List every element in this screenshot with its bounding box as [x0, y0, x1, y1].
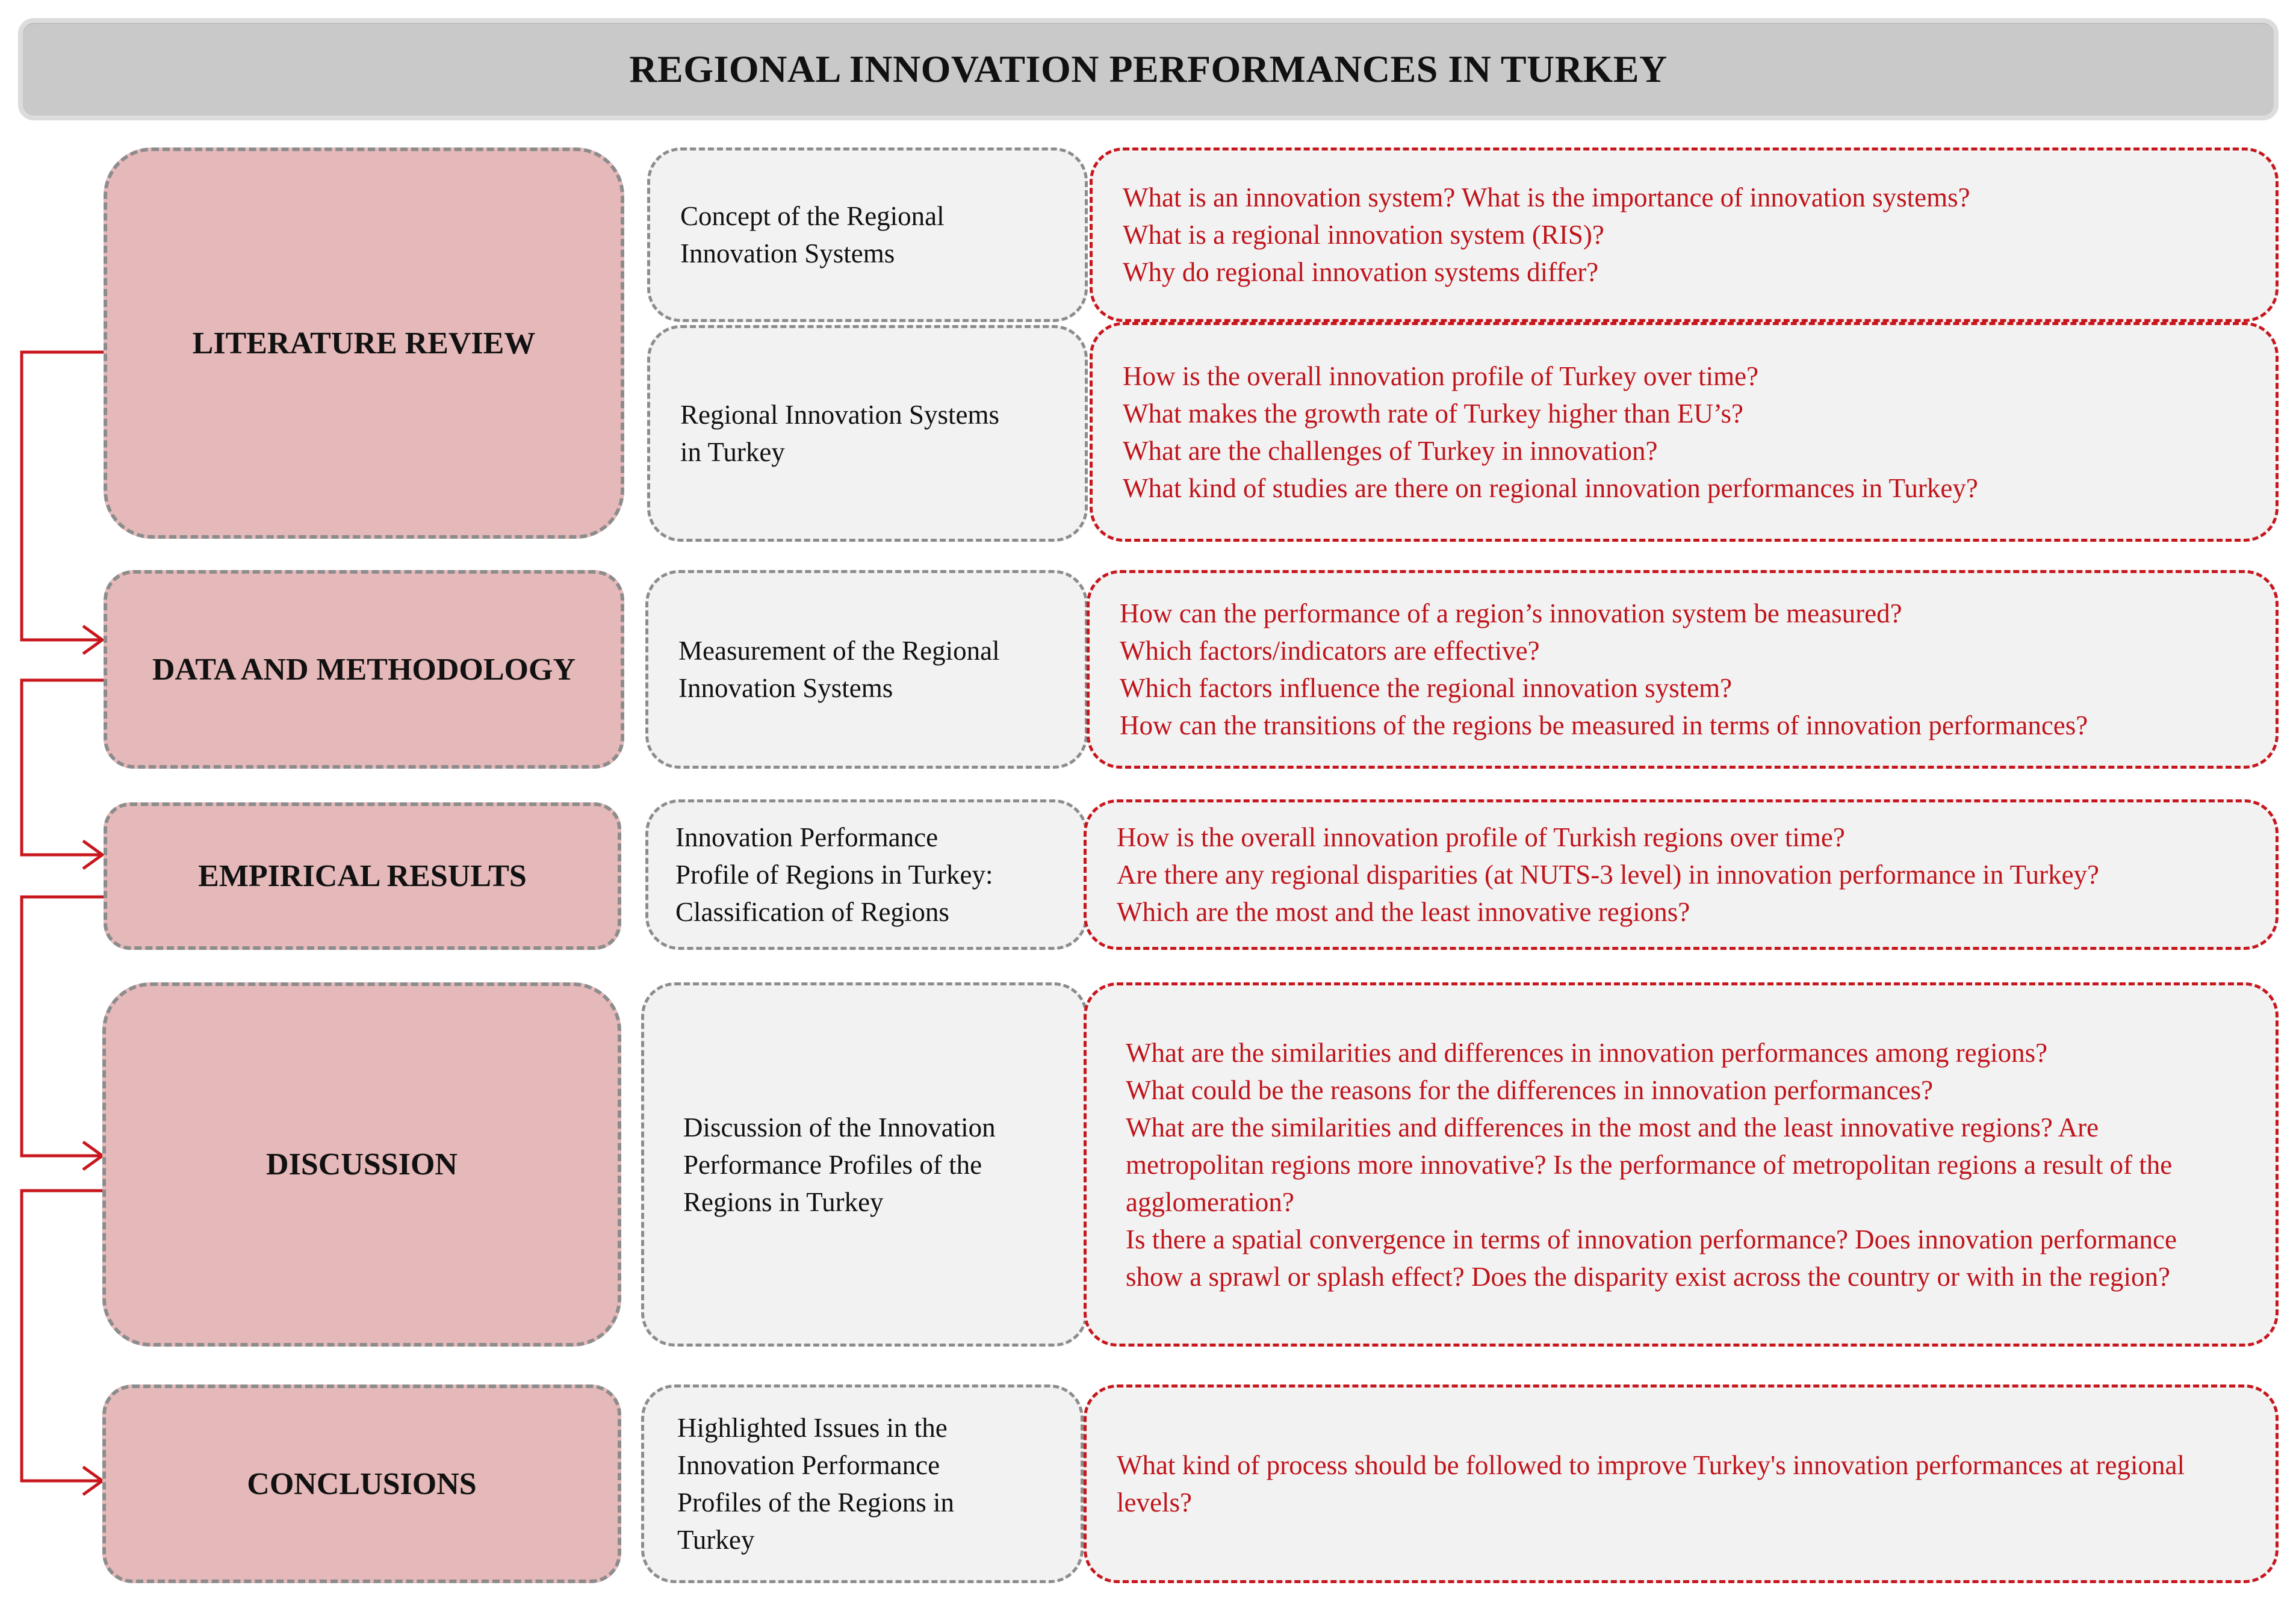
arrow-literature-to-data [22, 352, 104, 654]
questions-conclusions [1084, 1384, 2279, 1583]
section-literature-review [104, 147, 624, 539]
question-item: How can the transitions of the regions be measured in terms of innovation performances? [1120, 710, 2088, 740]
questions-profile [1084, 799, 2279, 950]
question-item: What kind of studies are there on regional innovation performances in Turkey? [1123, 473, 1978, 503]
topic-label: Highlighted Issues in the Innovation Performance Profiles of the Regions in Turkey [677, 1413, 954, 1555]
question-item: What makes the growth rate of Turkey higher than EU’s? [1123, 398, 1744, 429]
section-label: EMPIRICAL RESULTS [198, 859, 527, 893]
section-label: LITERATURE REVIEW [192, 326, 536, 361]
question-item: Which are the most and the least innovative regions? [1117, 897, 1690, 927]
topic-label: Regional Innovation Systems in Turkey [680, 400, 999, 467]
question-item: Which factors/indicators are effective? [1120, 636, 1540, 666]
question-item: Which factors influence the regional innovation system? [1120, 673, 1733, 703]
questions-measurement [1087, 570, 2279, 769]
question-item: How can the performance of a region’s innovation system be measured? [1120, 598, 1902, 628]
question-item: What is a regional innovation system (RIS)? [1123, 220, 1604, 250]
question-item: How is the overall innovation profile of Turkey over time? [1123, 361, 1759, 391]
arrow-empirical-to-discussion [22, 897, 104, 1170]
questions-ris-turkey [1090, 322, 2279, 542]
topic-label: Discussion of the Innovation Performance Profiles of the Regions in Turkey [683, 1112, 996, 1217]
section-label: DISCUSSION [266, 1147, 458, 1182]
question-item: What are the challenges of Turkey in innovation? [1123, 435, 1658, 466]
question-item: What are the similarities and differences in the most and the least innovative regions? Are metropolitan regions more innovative? Is the performance of metropolitan regions a result of the agglomeration? [1126, 1112, 2173, 1217]
topic-label: Measurement of the Regional Innovation Systems [678, 636, 1000, 703]
diagram-title: REGIONAL INNOVATION PERFORMANCES IN TURKEY [629, 48, 1668, 90]
topic-measurement [645, 570, 1088, 769]
section-conclusions [102, 1384, 621, 1583]
topic-label: Innovation Performance Profile of Regions in Turkey: Classification of Regions [675, 822, 993, 927]
arrow-discussion-to-conclusions [22, 1191, 104, 1495]
topic-discussion [641, 982, 1088, 1347]
question-item: How is the overall innovation profile of Turkish regions over time? [1117, 822, 1845, 852]
question-item: What could be the reasons for the differences in innovation performances? [1126, 1074, 1934, 1105]
question-item: Why do regional innovation systems differ? [1123, 257, 1599, 287]
questions-discussion [1084, 982, 2279, 1347]
topic-concept-ris [647, 147, 1088, 322]
question-item: What is an innovation system? What is the importance of innovation systems? [1123, 182, 1970, 212]
questions-concept-ris [1090, 147, 2279, 322]
section-label: DATA AND METHODOLOGY [152, 652, 576, 687]
section-discussion [102, 982, 621, 1347]
topic-profile [645, 799, 1088, 950]
question-item: What kind of process should be followed to improve Turkey's innovation performances at regional levels? [1117, 1450, 2185, 1518]
topic-highlighted [641, 1384, 1084, 1583]
question-item: Is there a spatial convergence in terms of innovation performance? Does innovation performance show a sprawl or splash effect? Does the disparity exist across the country or with in the region? [1126, 1224, 2177, 1292]
section-label: CONCLUSIONS [247, 1466, 477, 1501]
topic-ris-turkey [647, 325, 1088, 542]
arrow-data-to-empirical [22, 680, 104, 869]
question-item: Are there any regional disparities (at NUTS-3 level) in innovation performance in Turkey? [1117, 860, 2100, 890]
topic-label: Concept of the Regional Innovation Systems [680, 201, 945, 268]
question-item: What are the similarities and differences in innovation performances among regions? [1126, 1037, 2048, 1068]
section-data-methodology [104, 570, 624, 769]
section-empirical-results [104, 802, 621, 950]
